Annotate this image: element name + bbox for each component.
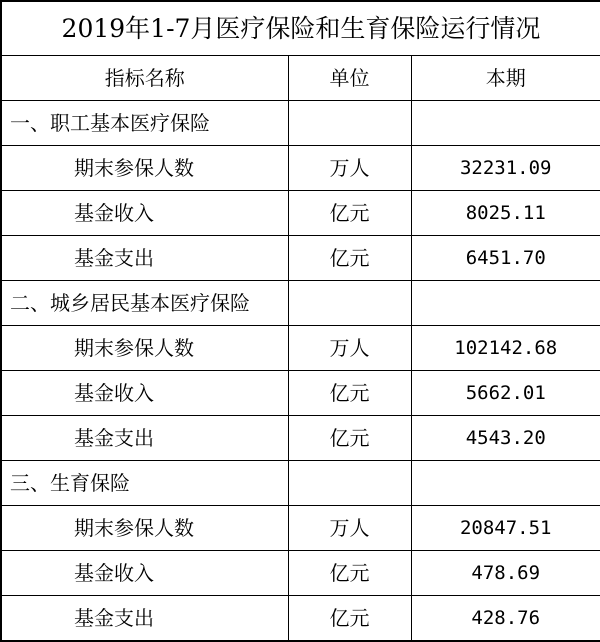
row-unit: 万人 <box>288 506 411 551</box>
table-row <box>1 191 600 236</box>
table-row <box>1 326 600 371</box>
section-row <box>1 281 600 326</box>
row-unit: 亿元 <box>288 416 411 461</box>
row-unit: 亿元 <box>288 236 411 281</box>
section-unit-cell <box>288 461 411 506</box>
title-row <box>1 1 600 56</box>
row-name: 基金收入 <box>1 371 288 416</box>
row-name: 期末参保人数 <box>1 326 288 371</box>
section-unit-cell <box>288 101 411 146</box>
table-row <box>1 371 600 416</box>
header-indicator-name: 指标名称 <box>1 56 288 101</box>
section-title: 一、职工基本医疗保险 <box>1 101 288 146</box>
row-unit: 万人 <box>288 146 411 191</box>
header-unit: 单位 <box>288 56 411 101</box>
row-unit: 亿元 <box>288 551 411 596</box>
row-unit: 亿元 <box>288 596 411 642</box>
row-value: 102142.68 <box>411 326 600 371</box>
row-value: 8025.11 <box>411 191 600 236</box>
row-unit: 亿元 <box>288 371 411 416</box>
row-unit: 亿元 <box>288 191 411 236</box>
section-value-cell <box>411 461 600 506</box>
row-name: 期末参保人数 <box>1 146 288 191</box>
section-title: 三、生育保险 <box>1 461 288 506</box>
table-row <box>1 551 600 596</box>
table-row <box>1 416 600 461</box>
table-row <box>1 236 600 281</box>
table-row <box>1 506 600 551</box>
row-value: 5662.01 <box>411 371 600 416</box>
row-name: 期末参保人数 <box>1 506 288 551</box>
row-name: 基金支出 <box>1 236 288 281</box>
row-name: 基金支出 <box>1 596 288 642</box>
header-row <box>1 56 600 101</box>
section-row <box>1 461 600 506</box>
section-row <box>1 101 600 146</box>
section-unit-cell <box>288 281 411 326</box>
table-row <box>1 146 600 191</box>
header-current-period: 本期 <box>411 56 600 101</box>
row-value: 478.69 <box>411 551 600 596</box>
row-value: 6451.70 <box>411 236 600 281</box>
table-row <box>1 596 600 642</box>
section-value-cell <box>411 281 600 326</box>
row-value: 4543.20 <box>411 416 600 461</box>
section-title: 二、城乡居民基本医疗保险 <box>1 281 288 326</box>
row-value: 20847.51 <box>411 506 600 551</box>
row-name: 基金收入 <box>1 551 288 596</box>
row-value: 32231.09 <box>411 146 600 191</box>
table-title: 2019年1-7月医疗保险和生育保险运行情况 <box>1 1 600 56</box>
row-name: 基金收入 <box>1 191 288 236</box>
row-name: 基金支出 <box>1 416 288 461</box>
row-unit: 万人 <box>288 326 411 371</box>
section-value-cell <box>411 101 600 146</box>
row-value: 428.76 <box>411 596 600 642</box>
